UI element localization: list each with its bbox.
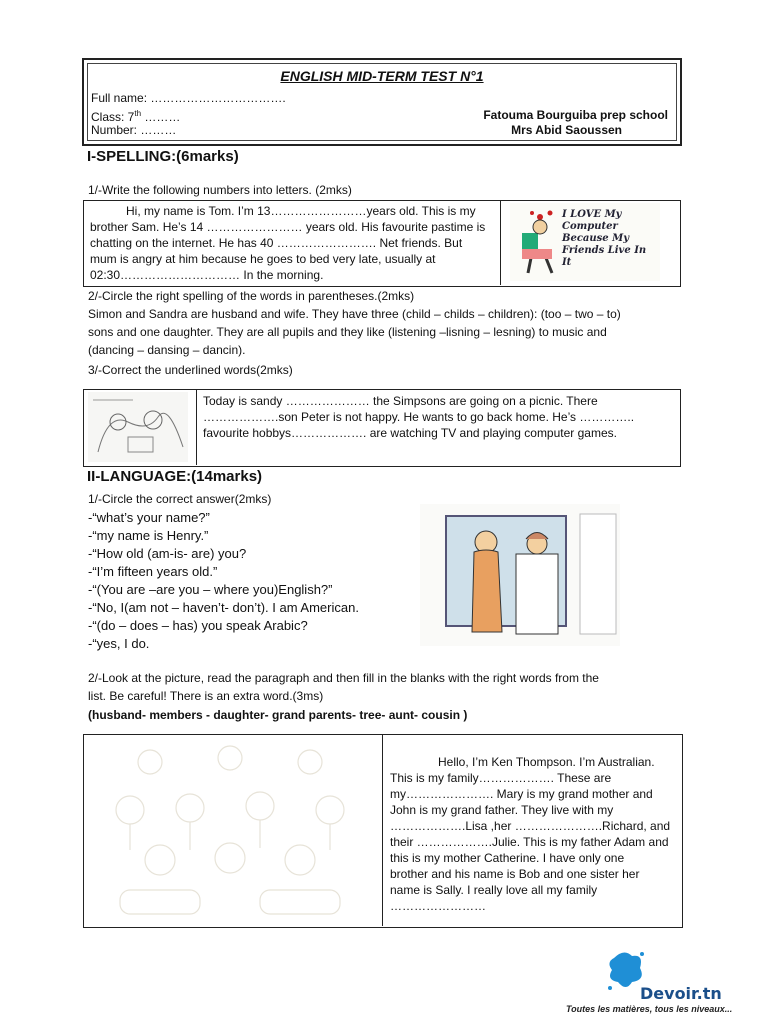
dialog-list: -“what’s your name?” -“my name is Henry.” -“How old (am-is- are) you? -“I’m fifteen years old.” -“(You are –are you – where you)English?” -“No, I(am not – haven’t- don’t). I am American. -“(do – does – has) you speak Arabic? -“yes, I do. — [88, 510, 359, 651]
question-2: 2/-Circle the right spelling of the words in parentheses.(2mks) — [88, 289, 415, 303]
class-line: Class: 7th ……… — [91, 109, 181, 124]
family-box-divider — [382, 734, 383, 926]
language-question-2: 2/-Look at the picture, read the paragraph and then fill in the blanks with the right words from the list. Be careful! There is an extra word.(3ms) — [88, 671, 599, 703]
test-title: ENGLISH MID-TERM TEST N°1 — [280, 68, 484, 84]
footer-tagline: Toutes les matières, tous les niveaux... — [566, 1004, 733, 1014]
word-list: (husband- members - daughter- grand parents- tree- aunt- cousin ) — [88, 708, 468, 722]
teacher-student-image — [420, 504, 620, 646]
question-3: 3/-Correct the underlined words(2mks) — [88, 363, 293, 377]
teacher-name: Mrs Abid Saoussen — [511, 123, 622, 137]
section-language-title: II-LANGUAGE:(14marks) — [87, 468, 263, 485]
image-caption: I LOVE My Computer Because My Friends Live In It — [562, 209, 647, 268]
q3-paragraph: Today is sandy ………………… the Simpsons are going on a picnic. There ……………….son Peter is not happy. He wants to go back home. He’s ………….. favourite hobbys………………. are watching TV and playing computer games. — [203, 394, 635, 440]
q2-paragraph: Simon and Sandra are husband and wife. They have three (child – childs – children): (too – two – to) sons and one daughter. They are all pupils and they like (listening –lisning – lesning) to music and (dancing – dansing – dancin). — [88, 307, 621, 357]
q1-box-divider — [500, 200, 501, 285]
question-1: 1/-Write the following numbers into letters. (2mks) — [88, 183, 352, 197]
number-line: Number: ……… — [91, 123, 177, 137]
computer-cartoon-image — [510, 203, 660, 281]
q3-box-divider — [196, 389, 197, 465]
family-tree-image — [90, 740, 375, 922]
simpsons-sketch-image — [88, 392, 188, 462]
school-name: Fatouma Bourguiba prep school — [483, 108, 668, 122]
devoir-logo[interactable]: Devoir.tn — [640, 984, 722, 1003]
q1-paragraph: Hi, my name is Tom. I’m 13……………………years old. This is my brother Sam. He’s 14 …………………… years old. His favourite pastime is chatting on the internet. He has 40 ……………………. Net friends. But mum is angry at him because he goes to bed very late, usually at 02:30………………………… In the morning. — [90, 204, 486, 282]
family-paragraph: Hello, I’m Ken Thompson. I’m Australian. This is my family………………. These are my…………………. Mary is my grand mother and John is my grand father. They live with my ……………….Lisa ,her ………………….Richard, and their ……………….Julie. This is my father Adam and this is my mother Catherine. I have only one brother and his name is Bob and one sister her name is Sally. I really love all my family …………………… — [390, 755, 671, 913]
language-question-1: 1/-Circle the correct answer(2mks) — [88, 492, 272, 506]
full-name-line: Full name: ……………………………. — [91, 91, 286, 105]
section-spelling-title: I-SPELLING:(6marks) — [87, 148, 239, 165]
